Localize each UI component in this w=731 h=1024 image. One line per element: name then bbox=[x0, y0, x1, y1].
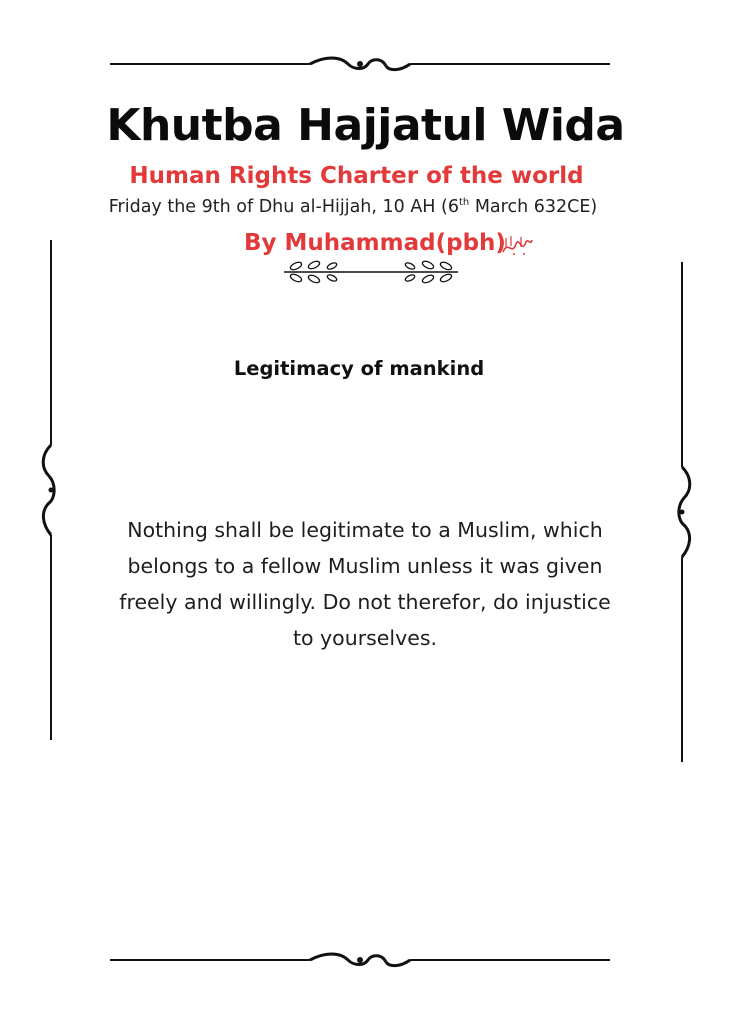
dateline bbox=[0, 197, 706, 217]
dateline-ordinal: th bbox=[459, 197, 470, 209]
body-paragraph: Nothing shall be legitimate to a Muslim, which belongs to a fellow Muslim unless it was given freely and willingly. Do not therefor, do injustice to yourselves. bbox=[119, 518, 611, 650]
section-heading: Legitimacy of mankind bbox=[233, 357, 485, 380]
dateline-text: Friday the 9th of Dhu al-Hijjah, 10 AH (6 bbox=[108, 197, 459, 217]
left-vertical-border bbox=[36, 240, 66, 740]
document-subtitle: Human Rights Charter of the world bbox=[129, 163, 584, 189]
document-title: Khutba Hajjatul Wida bbox=[106, 100, 625, 151]
laurel-branch-divider bbox=[280, 258, 462, 284]
salawat-calligraphy-icon bbox=[500, 232, 534, 258]
bottom-flourish-divider bbox=[110, 946, 610, 974]
right-vertical-border bbox=[667, 262, 697, 762]
top-flourish-divider bbox=[110, 52, 610, 80]
dateline-text-end: March 632CE) bbox=[469, 197, 598, 217]
byline: By Muhammad(pbh) bbox=[244, 230, 506, 256]
